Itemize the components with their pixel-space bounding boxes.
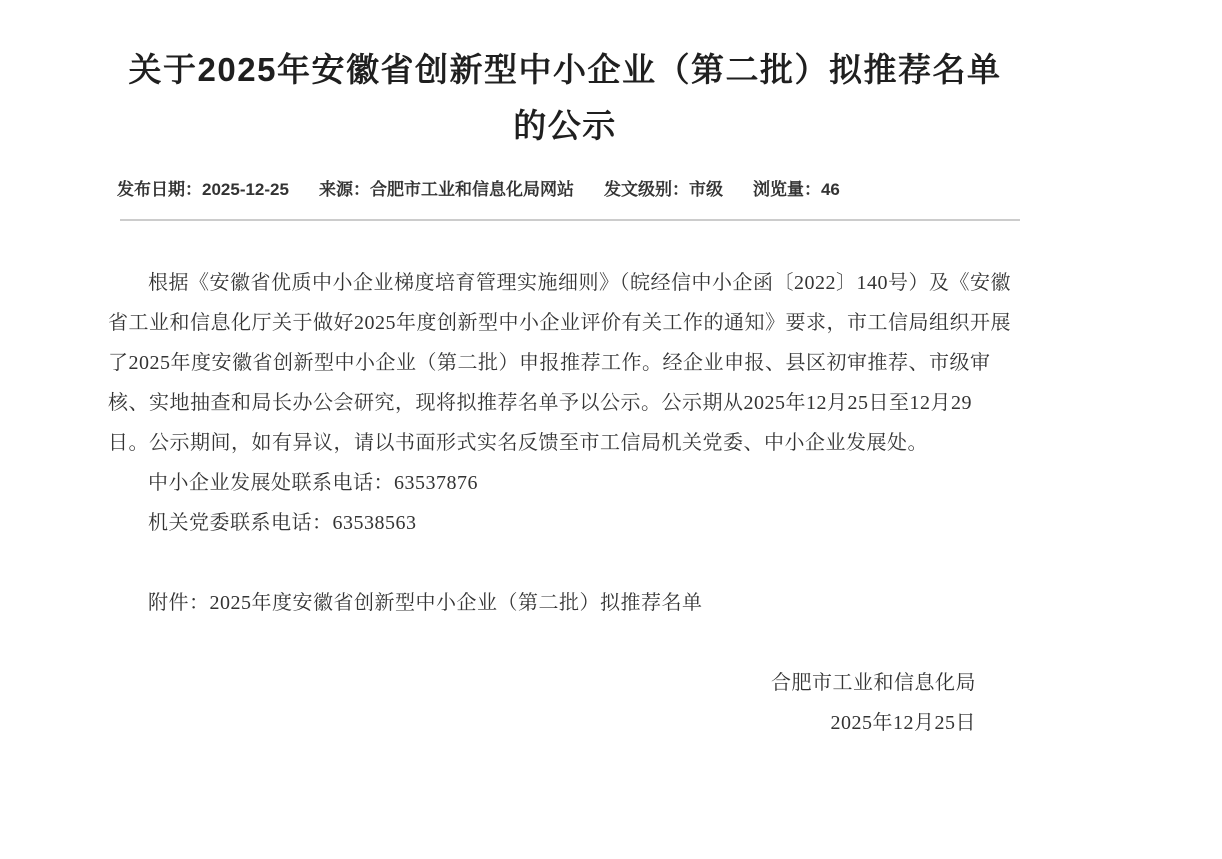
meta-doc-level	[604, 180, 723, 200]
contact-party-committee: 机关党委联系电话：63538563	[148, 512, 417, 534]
attachment-label: 附件：	[148, 592, 210, 614]
meta-source-label: 来源：	[318, 180, 370, 199]
contact-sme-division: 中小企业发展处联系电话：63537876	[148, 472, 478, 494]
meta-source	[319, 180, 574, 200]
meta-source-value: 合肥市工业和信息化局网站	[369, 180, 574, 199]
meta-publish-date-value: 2025-12-25	[202, 180, 289, 199]
meta-publish-date	[117, 180, 289, 200]
main-paragraph: 根据《安徽省优质中小企业梯度培育管理实施细则》（皖经信中小企函〔2022〕140号）及《安徽省工业和信息化厅关于做好2025年度创新型中小企业评价有关工作的通知》要求，市工信局组织开展了2025年度安徽省创新型中小企业（第二批）申报推荐工作。经企业申报、县区初审推荐、市级审核、实地抽查和局长办公会研究，现将拟推荐名单予以公示。公示期从2025年12月25日至12月29日。公示期间，如有异议，请以书面形式实名反馈至市工信局机关党委、中小企业发展处。	[108, 272, 1011, 454]
meta-doc-level-value: 市级	[688, 180, 723, 199]
article-meta	[117, 180, 1012, 200]
attachment-link[interactable]: 2025年度安徽省创新型中小企业（第二批）拟推荐名单	[209, 592, 703, 614]
signature-date: 2025年12月25日	[830, 712, 976, 734]
attachment-line	[108, 583, 1012, 623]
page-title: 关于2025年安徽省创新型中小企业（第二批）拟推荐名单的公示	[128, 51, 1002, 144]
meta-views	[753, 180, 840, 200]
header-divider	[120, 219, 1020, 221]
meta-publish-date-label: 发布日期：	[117, 180, 202, 199]
signature-org: 合肥市工业和信息化局	[771, 672, 976, 694]
meta-views-value: 46	[820, 180, 840, 199]
article-body	[108, 263, 1012, 743]
meta-views-label: 浏览量：	[752, 180, 821, 199]
signature-block	[108, 663, 1012, 743]
meta-doc-level-label: 发文级别：	[603, 180, 689, 199]
announcement-article	[108, 42, 1012, 743]
